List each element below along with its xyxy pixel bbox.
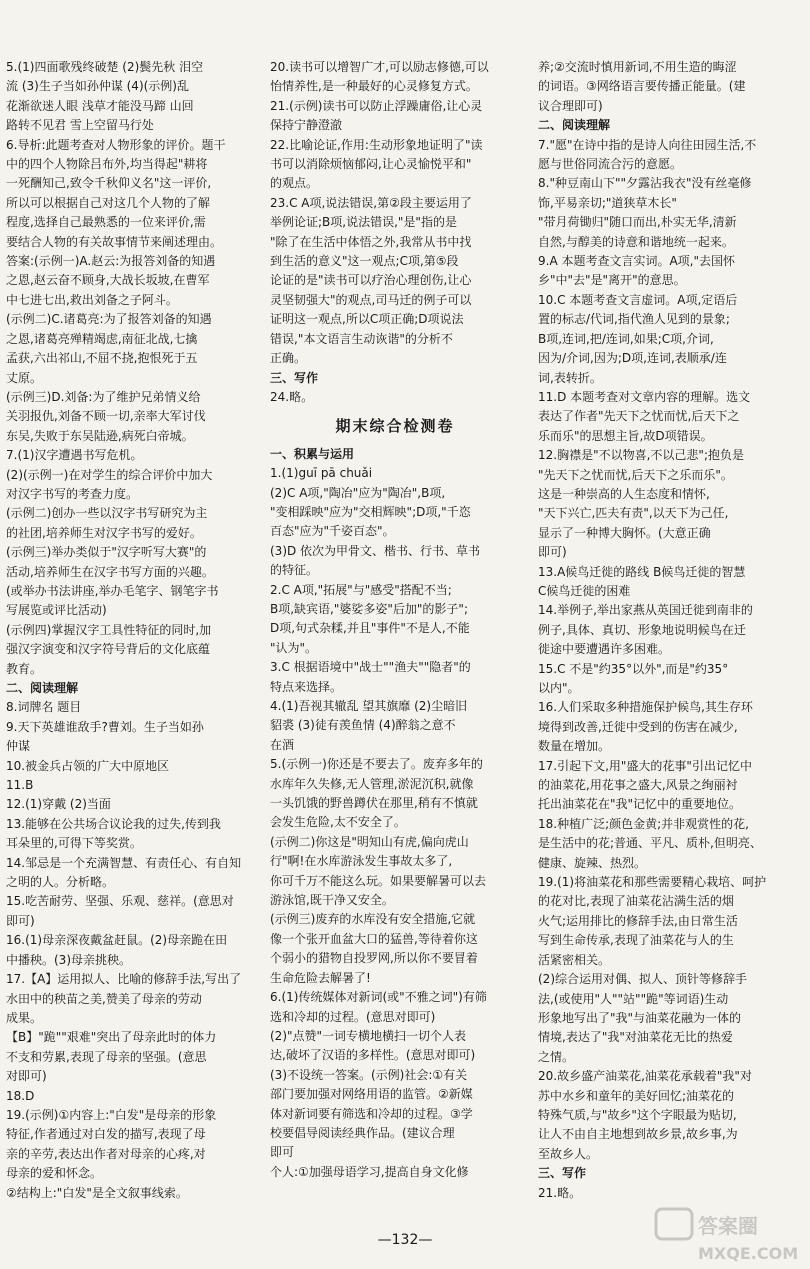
text-line: 错误,"本文语言生动诙谐"的分析不 [270,331,453,346]
text-line: 即可 [270,1145,295,1160]
text-line: (示例二)C.诸葛亮:为了报答刘备的知遇 [6,312,212,327]
text-line: 24.略。 [270,389,314,404]
text-line: 之恩,赵云奋不顾身,大战长坂坡,在曹军 [6,273,210,288]
text-line: C候鸟迁徙的困难 [538,583,631,598]
text-line: 活紧密相关。 [538,952,611,967]
text-line: 13.能够在公共场合议论我的过失,传到我 [6,816,221,831]
text-line: 孟获,六出祁山,不屈不挠,抱恨死于五 [6,351,198,366]
text-line: 23.C A项,说法错误,第②段主要运用了 [270,195,472,210]
text-line: 怡情养性,是一种最好的心灵修复方式。 [270,79,478,94]
text-line: (2)C A项,"陶冶"应为"陶冶",B项, [270,485,446,500]
text-line: 亲的辛劳,表达出作者对母亲的心疼,对 [6,1146,206,1161]
text-line: "变相踩映"应为"交相辉映";D项,"千恣 [270,504,471,519]
text-line: 饰,平易亲切;"道狭草木长" [538,195,677,210]
text-line: 苏中水乡和童年的美好回忆;油菜花的 [538,1088,735,1103]
text-line: (2)(示例一)在对学生的综合评价中加大 [6,467,213,482]
text-line: 书可以消除烦恼郁闷,让心灵愉悦平和" [270,157,472,172]
text-line: 丈原。 [6,370,43,385]
text-line: 选和冷却的过程。(意思对即可) [270,1009,436,1024]
text-line: 之恩,诸葛亮殚精竭虑,南征北战,七擒 [6,331,198,346]
text-line: 10.C 本题考查文言虚词。A项,定语后 [538,292,738,307]
text-line: 中七进七出,救出刘备之子阿斗。 [6,292,178,307]
text-line: 你可千万不能这么玩。如果要解暑可以去 [270,873,487,888]
text-line: 以内"。 [538,681,580,695]
text-line: 个人:①加强母语学习,提高自身文化修 [270,1164,469,1179]
text-line: 之情。 [538,1049,575,1064]
text-line: 花渐欲迷人眼 浅草才能没马蹄 山回 [6,98,194,113]
text-line: 二、阅读理解 [538,118,611,133]
text-line: 对即可) [6,1069,47,1084]
text-line: 16.人们采取多种措施保护候鸟,其生存环 [538,700,753,715]
text-line: 21.(示例)读书可以防止浮躁庸俗,让心灵 [270,98,483,113]
text-line: 22.比喻论证,作用:生动形象地证明了"读 [270,137,483,152]
text-line: 18.种植广泛;颜色金黄;并非观赏性的花, [538,816,749,831]
text-line: 生命危险去解暑了! [270,970,371,985]
text-line: 议合理即可) [538,98,603,113]
text-line: 写到生命传承,表现了油菜花与人的生 [538,933,734,948]
text-line: "认为"。 [270,640,318,655]
text-line: 5.(1)四面歌残终破楚 (2)鬓先秋 泪空 [6,60,204,74]
text-line: 9.天下英雄谁敌手?曹刘。生子当如孙 [6,719,204,734]
text-line: 像一个张开血盆大口的猛兽,等待着你这 [270,931,478,946]
text-line: 所以可以根据自己对这几个人物的了解 [6,195,211,210]
text-line: 的社团,培养师生对汉字书写的爱好。 [6,525,202,540]
text-line: 自然,与醇美的诗意和谐地统一起来。 [538,234,734,249]
text-line: 正确。 [270,351,307,366]
text-line: 的油菜花,用花事之盛大,风景之绚丽衬 [538,778,738,793]
text-line: 境得到改善,迁徙中受到的伤害在减少, [538,719,738,734]
text-line: 乐而乐"的思想主旨,故D项错误。 [538,428,713,443]
text-line: 三、写作 [270,370,319,385]
text-line: 4.(1)吾视其辙乱 望其旗靡 (2)尘暗旧 [270,699,468,713]
text-line: 置的标志/代词,指代渔人见到的景象; [538,312,730,327]
text-line: B项,缺宾语,"婆娑多姿"后加"的影子"; [270,601,468,616]
text-line: 13.A候鸟迁徙的路线 B候鸟迁徙的智慧 [538,564,746,579]
text-line: (3)D 依次为甲骨文、楷书、行书、草书 [270,543,481,558]
text-line: 10.被金兵占领的广大中原地区 [6,758,170,773]
svg-text:MXQE.COM: MXQE.COM [698,1244,799,1263]
text-line: B项,连词,把/连词,如果;C项,介词, [538,331,714,346]
text-line: 至故乡人。 [538,1146,599,1161]
text-line: 【B】"跪""艰难"突出了母亲此时的体力 [6,1030,217,1045]
svg-text:答案圈: 答案圈 [698,1214,758,1238]
text-line: 强汉字演变和汉字符号背后的文化底蕴 [6,642,211,657]
text-line: 特殊气质,与"故乡"这个字眼最为贴切, [538,1107,737,1122]
text-line: 18.D [6,1088,35,1103]
text-line: 21.略。 [538,1185,582,1200]
text-line: 对汉字书写的考查力度。 [6,486,139,501]
text-line: 水田中的秧苗之美,赞美了母亲的劳动 [6,991,202,1006]
text-line: ②结构上:"白发"是全文叙事线索。 [6,1185,188,1200]
text-line: 15.吃苦耐劳、坚强、乐观、慈祥。(意思对 [6,894,234,909]
text-line: 成果。 [6,1010,43,1025]
text-line: 在酒 [270,737,295,752]
text-line: 养;②交流时慎用新词,不用生造的晦涩 [538,60,737,74]
text-line: 19.(1)将油菜花和那些需要精心栽培、呵护 [538,875,767,890]
text-line: 答案:(示例一)A.赵云:为报答刘备的知遇 [6,254,216,269]
text-line: 6.(1)传统媒体对新词(或"不雅之词")有筛 [270,990,487,1005]
text-line: 校要倡导阅读经典作品。(建议合理 [270,1125,455,1140]
text-line: 二、阅读理解 [6,681,79,695]
text-line: 即可) [6,913,35,928]
page-number: —132— [377,1232,433,1248]
text-line: (3)不设统一答案。(示例)社会:①有关 [270,1067,468,1082]
text-line: 8.词牌名 题目 [6,700,82,715]
text-line: 路转不见君 雪上空留马行处 [6,118,154,133]
text-line: 法,(或使用"人""站""跪"等词语)生动 [538,991,729,1006]
text-line: 19.(示例)①内容上:"白发"是母亲的形象 [6,1107,217,1122]
text-line: 达,破坏了汉语的多样性。(意思对即可) [270,1048,476,1063]
text-line: 行"啊!在水库游泳发生事故太多了, [270,854,453,869]
text-line: 是生活中的花;普通、平凡、质朴,但明亮、 [538,836,762,851]
text-line: 这是一种崇高的人生态度和情怀, [538,486,710,501]
text-line: 情境,表达了"我"对油菜花无比的热爱 [538,1030,733,1045]
text-line: (示例三)废弃的水库没有安全措施,它就 [270,912,476,927]
text-line: 即可) [538,545,567,560]
text-line: "天下兴亡,匹夫有责",以天下为己任, [538,506,729,521]
text-line: 一、积累与运用 [270,446,355,461]
text-line: 16.(1)母亲深夜戴盆赶鼠。(2)母亲跪在田 [6,933,228,948]
text-line: 12.胸襟是"不以物喜,不以己悲";抱负是 [538,448,744,463]
section-heading: 期末综合检测卷 [335,417,455,436]
text-line: 例子,具体、真切、形象地说明候鸟在迁 [538,622,746,637]
text-line: 表达了作者"先天下之忧而忧,后天下之 [538,409,740,424]
text-line: 百态"应为"千姿百态"。 [270,524,395,539]
text-line: 15.C 不是"约35°以外",而是"约35° [538,661,729,676]
text-line: 8."种豆南山下""夕露沾我衣"没有丝毫修 [538,176,752,191]
text-line: 证明这一观点,所以C项正确;D项说法 [270,312,464,327]
text-line: 水库年久失修,无人管理,淤泥沉积,就像 [270,776,474,791]
text-line: 之明的人。分析略。 [6,875,115,890]
answer-column-1 [6,58,252,1203]
text-line: 东吴,失败于东吴陆逊,病死白帝城。 [6,428,194,443]
text-line: 的花对比,表现了油菜花沾满生活的烟 [538,894,734,909]
text-line: 程度,选择自己最熟悉的一位来评价,需 [6,215,206,230]
text-line: 11.D 本题考查对文章内容的理解。选文 [538,389,751,404]
text-line: 5.(示例一)你还是不要去了。废弃多年的 [270,757,483,772]
text-line: 9.A 本题考查文言实词。A项,"去国怀 [538,254,736,269]
text-line: 6.导析:此题考查对人物形象的评价。题干 [6,137,226,152]
text-line: 写展览或评比活动) [6,603,107,618]
text-line: 一死酬知己,致令千秋仰义名"这一评价, [6,176,212,191]
text-line: (示例二)创办一些以汉字书写研究为主 [6,506,208,521]
text-line: 因为/介词,因为;D项,连词,表顺承/连 [538,351,727,366]
text-line: 教育。 [6,661,43,676]
text-line: 的词语。③网络语言要传播正能量。(建 [538,79,746,94]
text-line: 形象地写出了"我"与油菜花融为一体的 [538,1010,742,1025]
text-line: 个弱小的猎物自投罗网,所以你不要冒着 [270,951,478,966]
text-line: 灵坚韧强大"的观点,司马迁的例子可以 [270,292,472,307]
text-line: 11.B [6,778,34,793]
text-line: 特点来选择。 [270,679,343,694]
text-line: 数量在增加。 [538,739,611,754]
text-line: "带月荷锄归"随口而出,朴实无华,清新 [538,215,737,230]
text-line: 愿与世俗同流合污的意愿。 [538,157,683,172]
text-line: 三、写作 [538,1166,587,1181]
text-line: D项,句式杂糅,并且"事件"不是人,不能 [270,621,470,636]
text-line: 健康、旋辣、热烈。 [538,855,647,870]
text-line: 14.举例子,举出家燕从英国迁徙到南非的 [538,603,753,618]
text-line: 7."愿"在诗中指的是诗人向往田园生活,不 [538,137,757,152]
text-line: 游泳馆,既干净又安全。 [270,893,394,908]
text-line: "除了在生活中体悟之外,我常从书中找 [270,234,472,249]
text-line: 1.(1)guī pā chuǎi [270,466,373,481]
text-line: (示例四)掌握汉字工具性特征的同时,加 [6,622,212,637]
text-line: 举例论证;B项,说法错误,"是"指的是 [270,215,457,230]
text-line: 母亲的爱和怀念。 [6,1166,103,1181]
text-line: "先天下之忧而忧,后天下之乐而乐"。 [538,467,733,482]
text-line: 貂裘 (3)徒有羡鱼情 (4)醉翁之意不 [270,718,456,733]
text-line: 20.故乡盛产油菜花,油菜花承载着"我"对 [538,1069,752,1084]
text-line: 中播秧。(3)母亲挑秧。 [6,952,131,967]
text-line: 火气;运用排比的修辞手法,由日常生活 [538,913,738,928]
text-line: 20.读书可以增智广才,可以励志修德,可以 [270,60,489,74]
text-line: 让人不由自主地想到故乡景,故乡事,为 [538,1127,738,1142]
watermark-logo [654,1205,804,1265]
text-line: 部门要加强对网络用语的监管。②新媒 [270,1087,473,1102]
text-line: 保持宁静澄澈 [270,118,343,133]
text-line: 17.【A】运用拟人、比喻的修辞手法,写出了 [6,972,242,987]
text-line: (示例三)举办类似于"汉字听写大赛"的 [6,545,207,560]
text-line: 徙途中要遭遇许多困难。 [538,642,671,657]
text-line: 不支和劳累,表现了母亲的坚强。(意思 [6,1049,207,1064]
text-line: 要结合人物的有关故事情节来阐述理由。 [6,234,223,249]
text-line: 关羽报仇,刘备不顾一切,亲率大军讨伐 [6,409,206,424]
text-line: 到生活的意义"这一观点;C项,第⑤段 [270,254,459,269]
text-line: (2)综合运用对偶、拟人、顶针等修辞手 [538,972,747,987]
answer-column-2 [270,58,520,1182]
text-line: 显示了一种博大胸怀。(大意正确 [538,525,711,540]
text-line: 耳朵里的,可得下等奖赏。 [6,836,142,851]
text-line: 7.(1)汉字遭遇书写危机。 [6,448,143,463]
text-line: 活动,培养师生在汉字书写方面的兴趣。 [6,564,214,579]
text-line: 14.邹忌是一个充满智慧、有责任心、有自知 [6,855,242,870]
text-line: 特征,作者通过对白发的描写,表现了母 [6,1127,206,1142]
text-line: 12.(1)穿戴 (2)当面 [6,797,111,812]
text-line: (示例二)你这是"明知山有虎,偏向虎山 [270,834,469,849]
text-line: (或举办书法讲座,举办毛笔字、钢笔字书 [6,583,219,598]
text-line: 流 (3)生子当如孙仲谋 (4)(示例)乱 [6,79,189,94]
text-line: 词,表转折。 [538,370,602,385]
text-line: 的特征。 [270,563,319,578]
text-line: (示例三)D.刘备:为了维护兄弟情义给 [6,389,201,404]
text-line: 中的四个人物除吕布外,均当得起"耕将 [6,157,208,172]
text-line: 仲谋 [6,739,31,754]
text-line: (2)"点赞"一词专横地横扫一切个人表 [270,1028,467,1043]
text-line: 会发生危险,太不安全了。 [270,815,406,830]
text-line: 17.引起下文,用"盛大的花事"引出记忆中 [538,758,752,773]
text-line: 托出油菜花在"我"记忆中的重要地位。 [538,797,742,812]
text-line: 的观点。 [270,176,319,191]
text-line: 论证的是"读书可以疗治心理创伤,让心 [270,273,472,288]
answer-column-3 [538,58,794,1203]
text-line: 2.C A项,"拓展"与"感受"搭配不当; [270,582,452,597]
text-line: 乡"中"去"是"离开"的意思。 [538,273,686,288]
text-line: 3.C 根据语境中"战士""渔夫""隐者"的 [270,660,471,675]
text-line: 一头饥饿的野兽蹲伏在那里,稍有不慎就 [270,796,478,811]
text-line: 体对新词要有筛选和冷却的过程。③学 [270,1106,473,1121]
